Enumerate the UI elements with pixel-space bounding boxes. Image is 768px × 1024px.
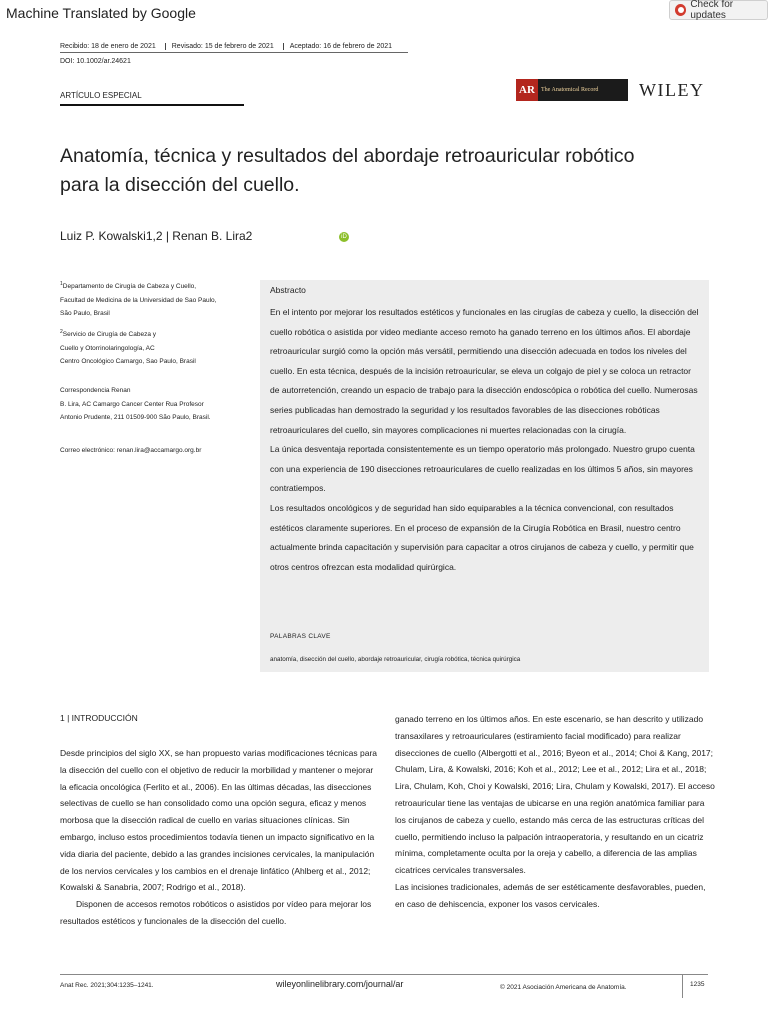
publication-dates <box>60 43 401 50</box>
affiliation-2-line-3: Centro Oncológico Camargo, Sao Paulo, Brasil <box>60 358 196 366</box>
affiliation-1-line-1: Departamento de Cirugía de Cabeza y Cuello, <box>62 283 197 291</box>
author-list: Luiz P. Kowalski1,2 | Renan B. Lira2 <box>60 229 253 243</box>
received-date: Recibido: 18 de enero de 2021 <box>60 43 156 50</box>
journal-logo <box>516 79 628 101</box>
machine-translation-banner: Machine Translated by Google <box>6 5 196 21</box>
orcid-icon[interactable]: iD <box>339 232 349 242</box>
affiliation-1-line-3: São Paulo, Brasil <box>60 310 110 318</box>
doi[interactable]: DOI: 10.1002/ar.24621 <box>60 58 131 65</box>
footer-divider <box>60 974 708 975</box>
affiliation-2 <box>60 326 250 369</box>
affiliation-1 <box>60 278 250 321</box>
journal-logo-name: The Anatomical Record <box>538 79 628 101</box>
body-column-right <box>395 711 717 913</box>
body-column-left <box>60 745 378 930</box>
intro-paragraph-2: Disponen de accesos remotos robóticos o asistidos por vídeo para mejorar los resultados estéticos y funcionales de la disección del cuello. <box>60 899 372 926</box>
abstract-body <box>270 303 702 577</box>
keywords-heading: PALABRAS CLAVE <box>270 633 331 640</box>
correspondence <box>60 384 250 425</box>
keywords: anatomía, disección del cuello, abordaje retroauricular, cirugía robótica, técnica quirúrgica <box>270 656 521 663</box>
affiliation-2-line-2: Cuello y Otorrinolaringología, AC <box>60 344 155 352</box>
intro-paragraph-4: Las incisiones tradicionales, además de ser estéticamente desfavorables, pueden, en caso de dehiscencia, exponer los vasos cervicales. <box>395 881 706 909</box>
publisher-logo: WILEY <box>639 80 705 100</box>
check-for-updates-label: Check for updates <box>690 0 734 21</box>
correspondence-line-2: B. Lira, AC Camargo Cancer Center Rua Profesor <box>60 400 204 408</box>
update-check-icon <box>675 4 686 16</box>
dates-divider <box>60 52 408 53</box>
revised-date: Revisado: 15 de febrero de 2021 <box>165 43 283 50</box>
accepted-date: Aceptado: 16 de febrero de 2021 <box>283 43 401 50</box>
affiliation-2-line-1: Servicio de Cirugía de Cabeza y <box>62 331 156 339</box>
journal-logo-mark: AR <box>516 79 538 101</box>
correspondence-line-1: Correspondencia Renan <box>60 387 131 394</box>
section-label: ARTÍCULO ESPECIAL <box>60 91 142 100</box>
abstract-heading: Abstracto <box>270 285 306 295</box>
introduction-heading: 1 | INTRODUCCIÓN <box>60 713 138 723</box>
article-title: Anatomía, técnica y resultados del abordaje retroauricular robótico para la disección del cuello. <box>60 145 635 196</box>
abstract-paragraph-2: La única desventaja reportada consistentemente es un tiempo operatorio más prolongado. Nuestro grupo cuenta con una experiencia de 190 disecciones retroauriculares de cuello realizadas en los últimos 5 años, sin mayores contratiempos. <box>270 444 695 494</box>
footer-citation: Anat Rec. 2021;304:1235–1241. <box>60 982 154 989</box>
footer-journal-url[interactable]: wileyonlinelibrary.com/journal/ar <box>276 979 404 989</box>
abstract-paragraph-1: En el intento por mejorar los resultados estéticos y funcionales en las cirugías de cabeza y cuello, la disección del cuello robótica o asistida por video mediante acceso remoto ha ganado terreno en los últimos años. El abordaje retroauricular surgió como la opción más versátil, permitiendo una disección adecuada en todos los niveles del cuello. En esta técnica, después de la incisión retroauricular, se eleva un colgajo de piel y se coloca un retractor de autorretención, creando un espacio de trabajo para la disección endoscópica o robótica del cuello. Numerosas series publicadas han demostrado la seguridad y los resultados favorables de las disecciones robóticas retroauriculares del cuello, sin mayores complicaciones ni muertes relacionadas con la cirugía. <box>270 307 699 435</box>
affiliation-1-line-2: Facultad de Medicina de la Universidad de Sao Paulo, <box>60 296 217 304</box>
intro-paragraph-1: Desde principios del siglo XX, se han propuesto varias modificaciones técnicas para la disección del cuello con el objetivo de reducir la morbilidad y mantener o mejorar la eficacia oncológica (Ferlito et al., 2006). En las últimas décadas, las disecciones selectivas de cuello se han consolidado como una opción segura, eficaz y menos morbosa que la disección radical de cuello en varias situaciones clínicas. Sin embargo, incluso estos procedimientos todavía tienen un impacto significativo en la vida diaria del paciente, debido a las grandes incisiones cervicales, la manipulación de los nervios cervicales y los cambios en el drenaje linfático (Ahlberg et al., 2012; Kowalski & Sanabria, 2007; Rodrigo et al., 2018). <box>60 748 378 893</box>
footer-page-divider <box>682 974 683 998</box>
abstract-paragraph-3: Los resultados oncológicos y de seguridad han sido equiparables a la técnica convencional, con resultados estéticos claramente superiores. En el proceso de expansión de la Cirugía Robótica en Brasil, nuestro centro actualmente brinda capacitación y supervisión para capacitar a otros cirujanos de cabeza y cuello, y permitir que otros centros ofrezcan esta modalidad quirúrgica. <box>270 502 694 572</box>
affiliation-2-marker: 2 <box>60 329 63 335</box>
footer-copyright: © 2021 Asociación Americana de Anatomía. <box>500 984 627 991</box>
correspondence-line-3: Antonio Prudente, 211 01509-900 São Paulo, Brasil. <box>60 414 211 421</box>
affiliation-1-marker: 1 <box>60 281 63 287</box>
check-for-updates-button[interactable] <box>669 0 768 20</box>
correspondence-email[interactable]: Correo electrónico: renan.lira@accamargo.org.br <box>60 447 202 454</box>
intro-paragraph-3: ganado terreno en los últimos años. En este escenario, se han descrito y utilizado transaxilares y retroauriculares (estiramiento facial modificado) para realizar disecciones de cuello (Albergotti et al., 2016; Byeon et al., 2014; Choi & Kang, 2017; Chulam, Lira, & Kowalski, 2016; Koh et al., 2012; Lee et al., 2012; Lira et al., 2018; Lira, Chulam, Koh, Choi y Kowalski, 2016; Lira, Chulam y Kowalski, 2017). El acceso retroauricular tiene las ventajas de ubicarse en una región anatómica familiar para los cirujanos de cabeza y cuello, estando más cerca de las estructuras críticas del cuello, permitiendo incluso la palpación intraoperatoria, y resultando en un cicatriz mínima, completamente oculta por la oreja y cabello, a diferencia de las amplias cicatrices cervicales transversales. <box>395 714 715 876</box>
page-number: 1235 <box>690 981 705 988</box>
section-label-underline <box>60 104 244 106</box>
